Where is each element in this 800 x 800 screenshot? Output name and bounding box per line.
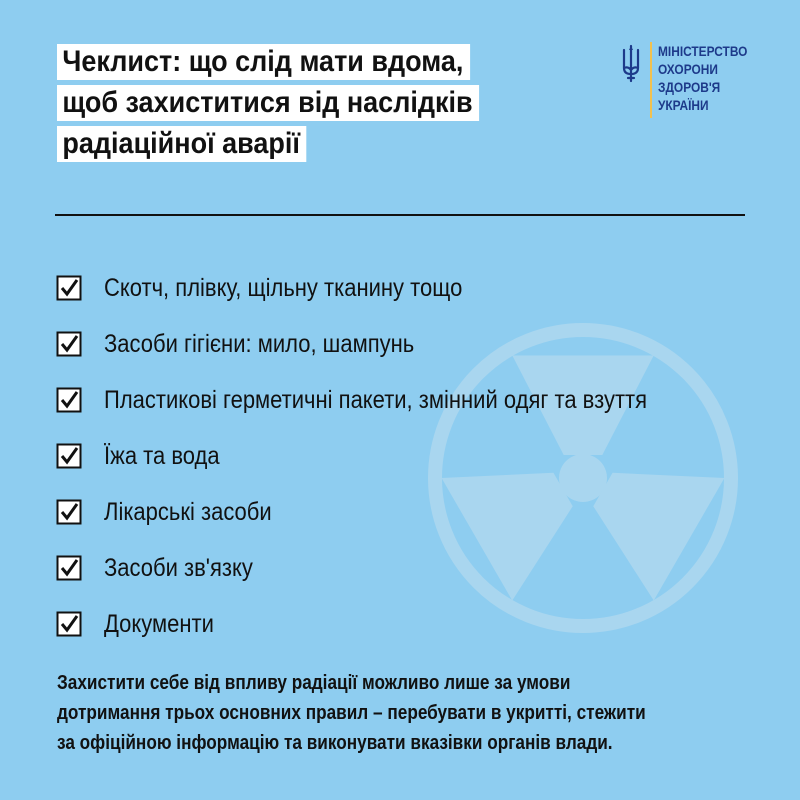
title-line-2: щоб захиститися від наслідків <box>57 85 479 121</box>
ministry-divider <box>650 42 652 118</box>
page-title <box>57 44 526 167</box>
title-line-1: Чеклист: що слід мати вдома, <box>57 44 470 80</box>
checkbox-checked-icon <box>56 275 82 301</box>
checkbox-checked-icon <box>56 387 82 413</box>
checkbox-checked-icon <box>56 443 82 469</box>
list-item <box>56 428 721 484</box>
ministry-name <box>658 42 747 114</box>
list-item-label: Їжа та вода <box>104 441 220 470</box>
footer-line: Захистити себе від впливу радіації можливо лише за умови <box>57 672 571 694</box>
ministry-line: УКРАЇНИ <box>658 97 709 113</box>
checkbox-checked-icon <box>56 331 82 357</box>
list-item-label: Скотч, плівку, щільну тканину тощо <box>104 273 463 302</box>
list-item-label: Лікарські засоби <box>104 497 272 526</box>
checklist <box>56 260 721 652</box>
list-item <box>56 484 721 540</box>
ministry-line: ОХОРОНИ <box>658 61 718 77</box>
footer-line: за офіційною інформацію та виконувати вказівки органів влади. <box>57 732 613 754</box>
checkbox-checked-icon <box>56 555 82 581</box>
checkbox-checked-icon <box>56 611 82 637</box>
ministry-line: МІНІСТЕРСТВО <box>658 43 748 59</box>
checkbox-checked-icon <box>56 499 82 525</box>
divider <box>55 214 745 216</box>
footer-note <box>57 668 711 758</box>
list-item <box>56 372 721 428</box>
ministry-line: ЗДОРОВ'Я <box>658 79 721 95</box>
list-item <box>56 260 721 316</box>
list-item-label: Документи <box>104 609 214 638</box>
list-item <box>56 596 721 652</box>
list-item-label: Засоби зв'язку <box>104 553 253 582</box>
list-item <box>56 316 721 372</box>
list-item-label: Пластикові герметичні пакети, змінний одяг та взуття <box>104 385 648 414</box>
ministry-logo <box>620 42 763 122</box>
title-line-3: радіаційної аварії <box>57 126 306 162</box>
trident-icon <box>620 44 642 84</box>
list-item <box>56 540 721 596</box>
list-item-label: Засоби гігієни: мило, шампунь <box>104 329 415 358</box>
footer-line: дотримання трьох основних правил – перебувати в укритті, стежити <box>57 702 646 724</box>
